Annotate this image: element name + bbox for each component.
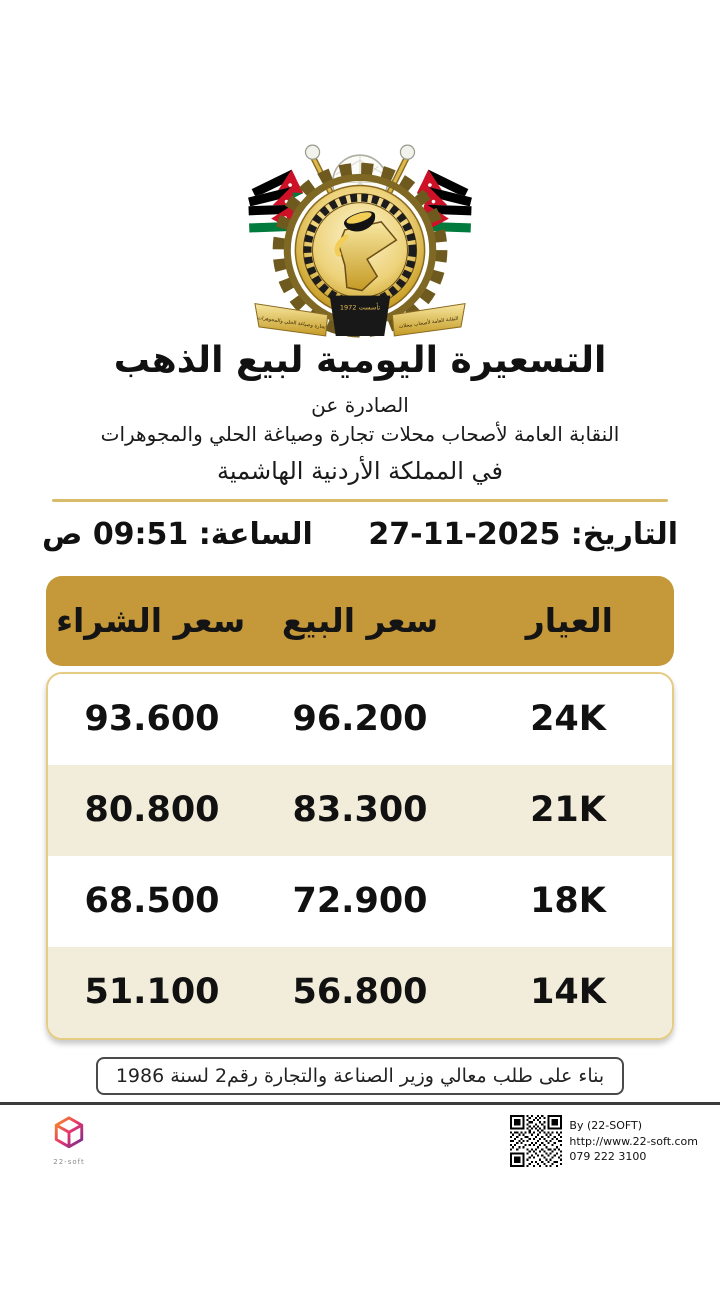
karat-value: 14K (530, 972, 606, 1013)
vendor-contact-text (569, 1115, 698, 1166)
time-label: الساعة: (198, 516, 313, 552)
datetime-row (0, 517, 720, 552)
ribbon-banner (255, 296, 465, 336)
country-line: في المملكة الأردنية الهاشمية (216, 457, 504, 486)
page-title: التسعيرة اليومية لبيع الذهب (113, 340, 607, 381)
date-group (368, 517, 678, 552)
buy-price-value: 93.600 (84, 699, 220, 740)
vendor-url: http://www.22-soft.com (569, 1134, 698, 1148)
date-value: 27-11-2025 (368, 516, 561, 552)
vendor-logo-caption: 22-soft (53, 1157, 85, 1166)
table-row-14k (48, 947, 672, 1038)
column-header-buy: سعر الشراء (56, 601, 246, 641)
time-value: 09:51 ص (42, 516, 189, 552)
vendor-phone: 079 222 3100 (569, 1150, 647, 1164)
footer (0, 1105, 720, 1167)
time-group (42, 517, 313, 552)
company-cube-logo-icon (52, 1115, 86, 1153)
sell-price-value: 72.900 (292, 881, 428, 922)
buy-price-value: 51.100 (84, 972, 220, 1013)
established-text: تأسست 1972 (339, 303, 381, 312)
buy-price-value: 80.800 (84, 790, 220, 831)
note-container (0, 1057, 720, 1095)
karat-value: 18K (530, 881, 606, 922)
issued-by-line: الصادرة عن (311, 393, 409, 418)
syndicate-name-line: النقابة العامة لأصحاب محلات تجارة وصياغة الحلي والمجوهرات (100, 422, 620, 447)
karat-value: 21K (530, 790, 606, 831)
sell-price-value: 83.300 (292, 790, 428, 831)
karat-value: 24K (530, 699, 606, 740)
date-label: التاريخ: (570, 516, 678, 552)
ribbon-left-text: تجارة وصياغة الحلي والمجوهرات (256, 315, 327, 331)
syndicate-emblem-icon (248, 136, 472, 338)
gold-divider (52, 499, 668, 502)
vendor-by-line: By (22-SOFT) (569, 1118, 643, 1132)
price-table-header (46, 576, 674, 666)
qr-code-icon (510, 1115, 562, 1167)
price-table-body (46, 672, 674, 1040)
column-header-karat: العيار (525, 601, 613, 641)
vendor-contact-block (510, 1115, 698, 1167)
buy-price-value: 68.500 (84, 881, 220, 922)
legal-note-box: بناء على طلب معالي وزير الصناعة والتجارة رقم2 لسنة 1986 (96, 1057, 624, 1095)
table-row-18k (48, 856, 672, 947)
sell-price-value: 96.200 (292, 699, 428, 740)
vendor-logo-block (52, 1115, 86, 1166)
table-row-21k (48, 765, 672, 856)
sell-price-value: 56.800 (292, 972, 428, 1013)
emblem-container (0, 0, 720, 338)
table-row-24k (48, 674, 672, 765)
column-header-sell: سعر البيع (281, 601, 439, 641)
ribbon-right-text: النقابة العامة لأصحاب محلات (398, 315, 459, 331)
